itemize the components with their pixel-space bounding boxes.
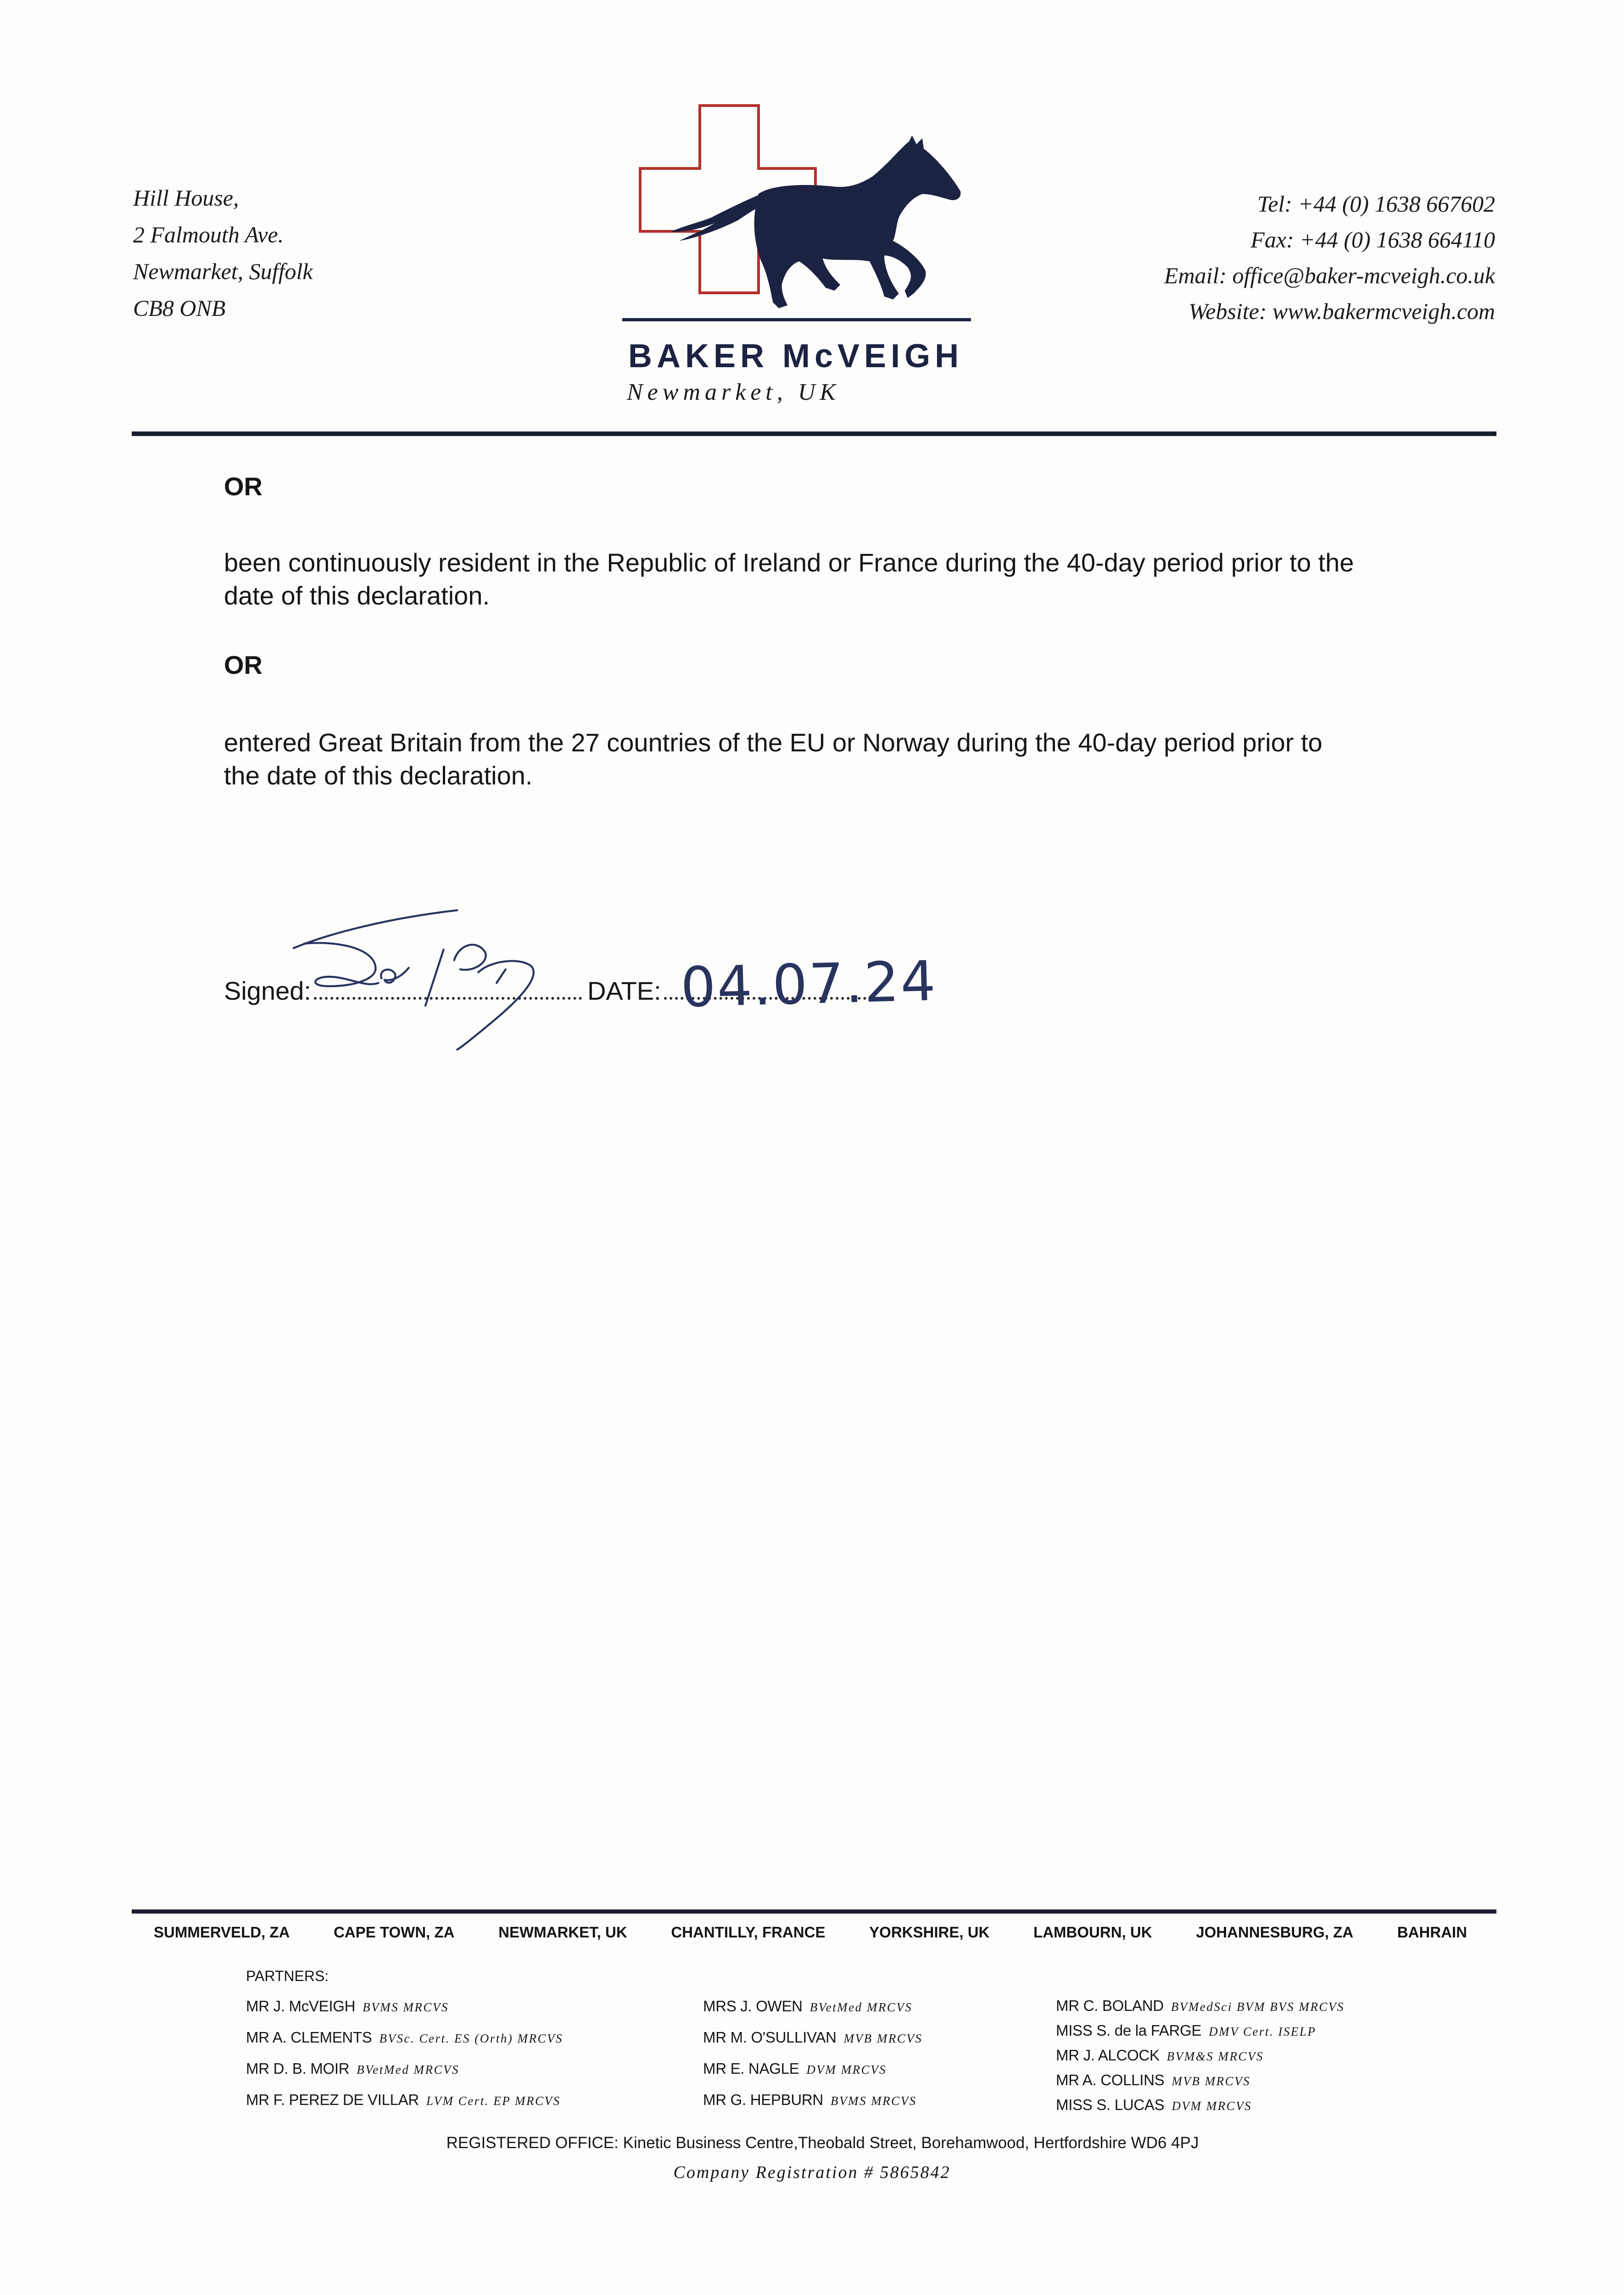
partner-entry	[1056, 1994, 1345, 2019]
registered-office: REGISTERED OFFICE: Kinetic Business Centre,Theobald Street, Borehamwood, Hertfordshire WD6 4PJ	[446, 2134, 1199, 2152]
partner-entry	[1056, 2093, 1345, 2118]
partner-name: MR A. CLEMENTS	[246, 2029, 372, 2046]
partner-qualifications: BVMS MRCVS	[830, 2094, 917, 2108]
footer-divider	[132, 1909, 1496, 1914]
partner-name: MR M. O'SULLIVAN	[703, 2029, 837, 2046]
horse-silhouette	[670, 135, 960, 308]
partner-qualifications: BVM&S MRCVS	[1166, 2049, 1264, 2063]
or-separator: OR	[224, 650, 262, 679]
partner-qualifications: DMV Cert. ISELP	[1209, 2025, 1317, 2038]
declaration-option-paragraph: entered Great Britain from the 27 countries of the EU or Norway during the 40-day period prior to the date of this declaration.	[224, 728, 1323, 790]
partner-qualifications: LVM Cert. EP MRCVS	[426, 2094, 561, 2108]
partner-entry	[246, 2085, 563, 2116]
partner-name: MR E. NAGLE	[703, 2060, 799, 2077]
telephone: Tel: +44 (0) 1638 667602	[1257, 191, 1495, 217]
handwritten-date: 04.07.24	[680, 949, 938, 1020]
address-line: Hill House,	[133, 185, 239, 211]
partner-name: MR G. HEPBURN	[703, 2091, 823, 2108]
partner-qualifications: BVetMed MRCVS	[809, 2000, 913, 2014]
website: Website: www.bakermcveigh.com	[1189, 298, 1495, 324]
fax: Fax: +44 (0) 1638 664110	[1250, 227, 1495, 252]
location-item: CHANTILLY, FRANCE	[671, 1924, 826, 1941]
partner-entry	[703, 2054, 922, 2085]
partner-name: MR D. B. MOIR	[246, 2060, 350, 2077]
address-line: Newmarket, Suffolk	[133, 258, 313, 284]
partner-name: MISS S. de la FARGE	[1056, 2022, 1202, 2039]
partner-entry	[246, 2054, 563, 2085]
location-item: BAHRAIN	[1397, 1924, 1467, 1941]
date-label: DATE:	[587, 976, 661, 1005]
location-item: CAPE TOWN, ZA	[334, 1924, 455, 1941]
partners-column	[246, 1991, 563, 2116]
company-name: BAKER McVEIGH	[628, 338, 964, 375]
email: Email: office@baker-mcveigh.co.uk	[1164, 263, 1495, 288]
partner-entry	[703, 2085, 922, 2116]
partner-entry	[246, 1991, 563, 2022]
partners-column	[1056, 1994, 1345, 2118]
location-item: SUMMERVELD, ZA	[154, 1924, 290, 1941]
partner-qualifications: DVM MRCVS	[806, 2063, 887, 2077]
contact-details	[1164, 186, 1495, 329]
partner-name: MR J. ALCOCK	[1056, 2047, 1160, 2064]
declaration-option-paragraph: been continuously resident in the Republic of Ireland or France during the 40-day period prior to the date of this declaration.	[224, 548, 1354, 610]
handwritten-signature	[285, 900, 597, 1051]
partner-name: MR C. BOLAND	[1056, 1997, 1164, 2014]
signed-label: Signed:	[224, 976, 311, 1005]
location-item: YORKSHIRE, UK	[869, 1924, 990, 1941]
partner-entry	[703, 2022, 922, 2054]
location-item: JOHANNESBURG, ZA	[1196, 1924, 1354, 1941]
company-registration: Company Registration # 5865842	[673, 2163, 951, 2182]
location-item: NEWMARKET, UK	[498, 1924, 627, 1941]
partner-qualifications: BVMedSci BVM BVS MRCVS	[1171, 2000, 1345, 2014]
partner-entry	[1056, 2019, 1345, 2043]
partner-qualifications: BVetMed MRCVS	[357, 2063, 459, 2077]
partner-qualifications: MVB MRCVS	[1172, 2074, 1251, 2088]
logo-underline	[622, 318, 971, 321]
office-locations	[154, 1925, 1467, 1940]
or-separator: OR	[224, 472, 262, 501]
partner-name: MISS S. LUCAS	[1056, 2096, 1165, 2113]
partner-entry	[246, 2022, 563, 2054]
partner-name: MR J. McVEIGH	[246, 1998, 356, 2015]
partner-qualifications: BVSc. Cert. ES (Orth) MRCVS	[379, 2032, 563, 2045]
partner-qualifications: MVB MRCVS	[843, 2032, 923, 2045]
partner-entry	[703, 1991, 922, 2022]
partner-name: MRS J. OWEN	[703, 1998, 803, 2015]
address-line: CB8 ONB	[133, 295, 226, 321]
partner-qualifications: BVMS MRCVS	[363, 2000, 449, 2014]
postal-address	[133, 179, 313, 326]
company-location: Newmarket, UK	[627, 379, 841, 405]
header-divider	[132, 431, 1496, 436]
company-logo	[633, 101, 982, 321]
location-item: LAMBOURN, UK	[1033, 1924, 1152, 1941]
partners-heading: PARTNERS:	[246, 1968, 329, 1984]
partner-qualifications: DVM MRCVS	[1172, 2099, 1252, 2113]
partner-entry	[1056, 2068, 1345, 2093]
partners-column	[703, 1991, 922, 2116]
partner-name: MR F. PEREZ DE VILLAR	[246, 2091, 419, 2108]
partner-entry	[1056, 2043, 1345, 2068]
address-line: 2 Falmouth Ave.	[133, 222, 284, 247]
partner-name: MR A. COLLINS	[1056, 2071, 1165, 2088]
